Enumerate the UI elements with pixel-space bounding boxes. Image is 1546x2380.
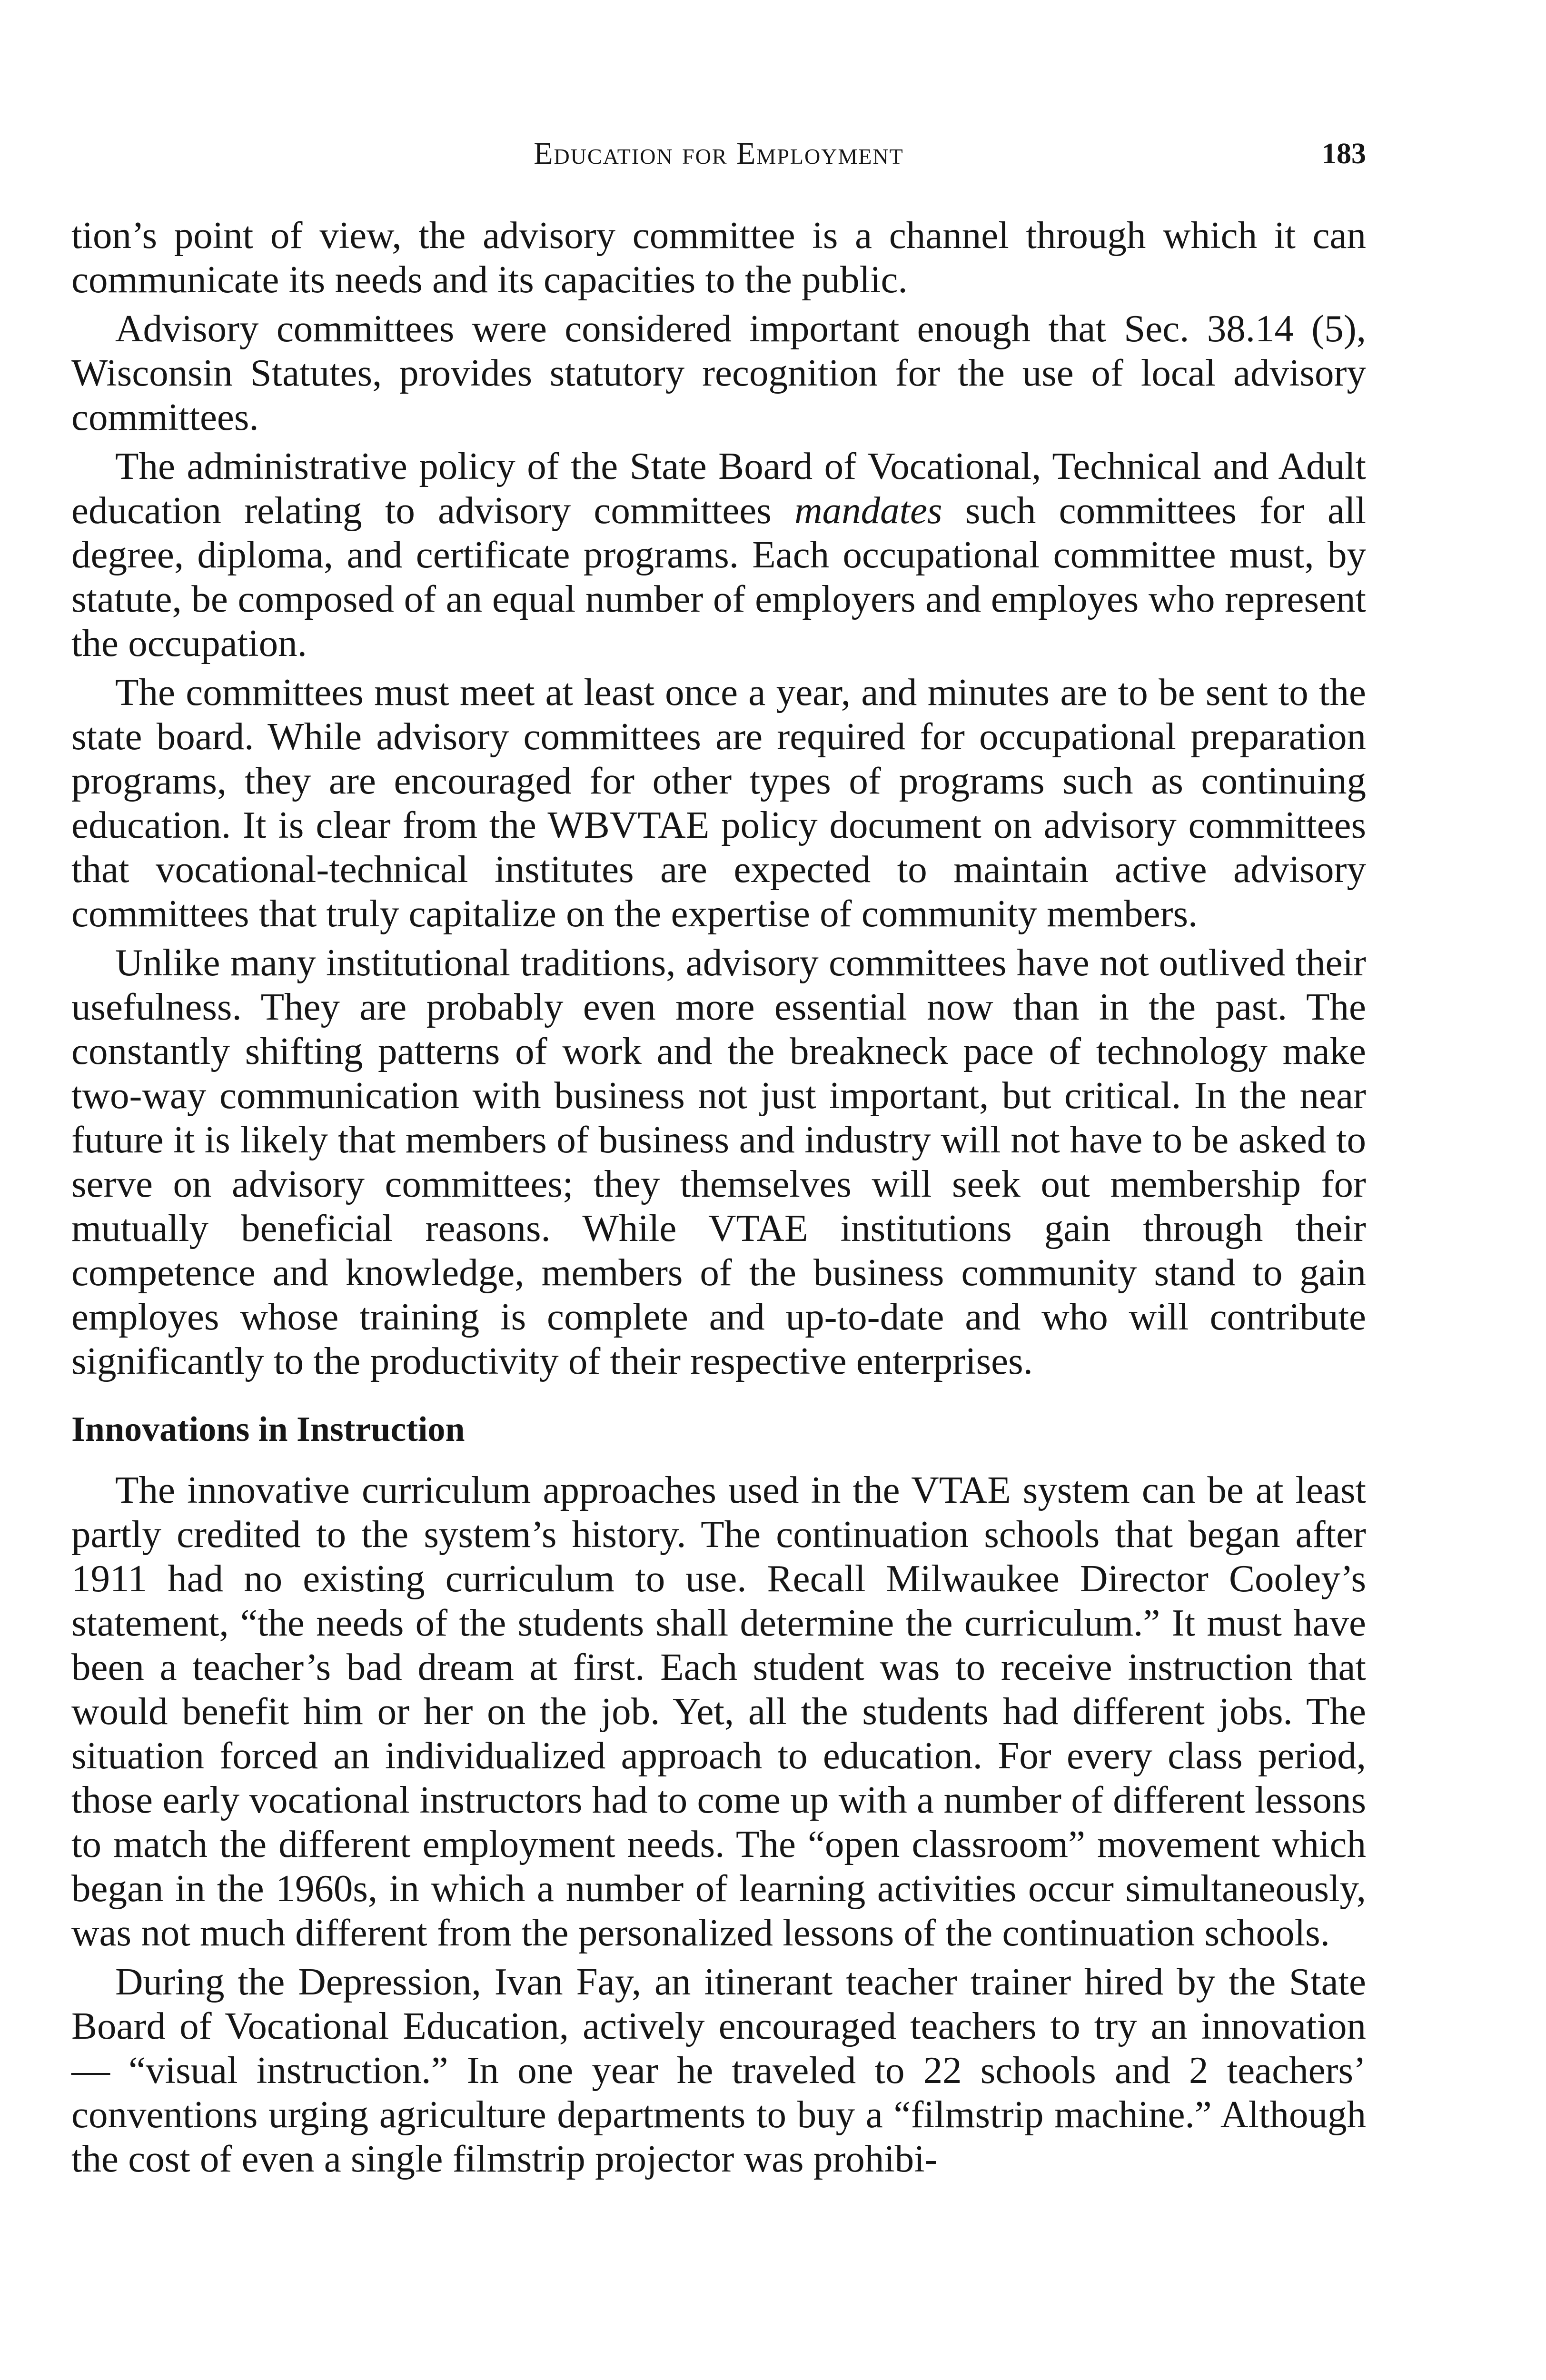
running-title: Education for Employment [534,136,904,171]
paragraph-3-emphasis: mandates [794,489,942,532]
paragraph-5: Unlike many institutional traditions, advisory committees have not outlived their usefulness. They are probably even more essential now than in the past. The constantly shifting patterns of work and the breakneck pace of technology make two-way communication with business not just important, but critical. In the near future it is likely that members of business and industry will not have to be asked to serve on advisory committees; they themselves will seek out membership for mutually beneficial reasons. While VTAE institutions gain through their competence and knowledge, members of the business community stand to gain employes whose training is complete and up-to-date and who will contribute significantly to the productivity of their respective enterprises. [71,941,1366,1382]
section-paragraph-1: The innovative curriculum approaches used in the VTAE system can be at least partly credited to the system’s history. The continuation schools that began after 1911 had no existing curriculum to use. Recall Milwaukee Director Cooley’s statement, “the needs of the students shall determine the curriculum.” It must have been a teacher’s bad dream at first. Each student was to receive instruction that would benefit him or her on the job. Yet, all the students had different jobs. The situation forced an individualized approach to education. For every class period, those early vocational instructors had to come up with a number of different lessons to match the different employment needs. The “open classroom” movement which began in the 1960s, in which a number of learning activities occur simultaneously, was not much different from the personalized lessons of the continuation schools. [71,1468,1366,1954]
section-paragraph-2: During the Depression, Ivan Fay, an itinerant teacher trainer hired by the State Board of Vocational Education, actively encouraged teachers to try an innovation — “visual instruction.” In one year he traveled to 22 schools and 2 teachers’ conventions urging agriculture departments to buy a “filmstrip machine.” Although the cost of even a single filmstrip projector was prohibi- [71,1960,1366,2180]
page-number: 183 [1322,138,1366,170]
paragraph-3-text-before: The administrative policy of the State Board of Vocational, Technical and Adult education relating to advisory committees [71,445,1366,532]
body-text [71,213,1366,2186]
paragraph-2: Advisory committees were considered important enough that Sec. 38.14 (5), Wisconsin Statutes, provides statutory recognition for the use of local advisory committees. [71,307,1366,438]
paragraph-3 [71,444,1366,665]
paragraph-1: tion’s point of view, the advisory committee is a channel through which it can communicate its needs and its capacities to the public. [71,214,1366,301]
running-head [71,132,1366,175]
paragraph-3-text-after: such committees for all degree, diploma, and certificate programs. Each occupational committee must, by statute, be composed of an equal number of employers and employes who represent the occupation. [71,489,1367,664]
section-heading: Innovations in Instruction [71,1410,465,1449]
paragraph-4: The committees must meet at least once a year, and minutes are to be sent to the state board. While advisory committees are required for occupational preparation programs, they are encouraged for other types of programs such as continuing education. It is clear from the WBVTAE policy document on advisory committees that vocational-technical institutes are expected to maintain active advisory committees that truly capitalize on the expertise of community members. [71,671,1366,935]
